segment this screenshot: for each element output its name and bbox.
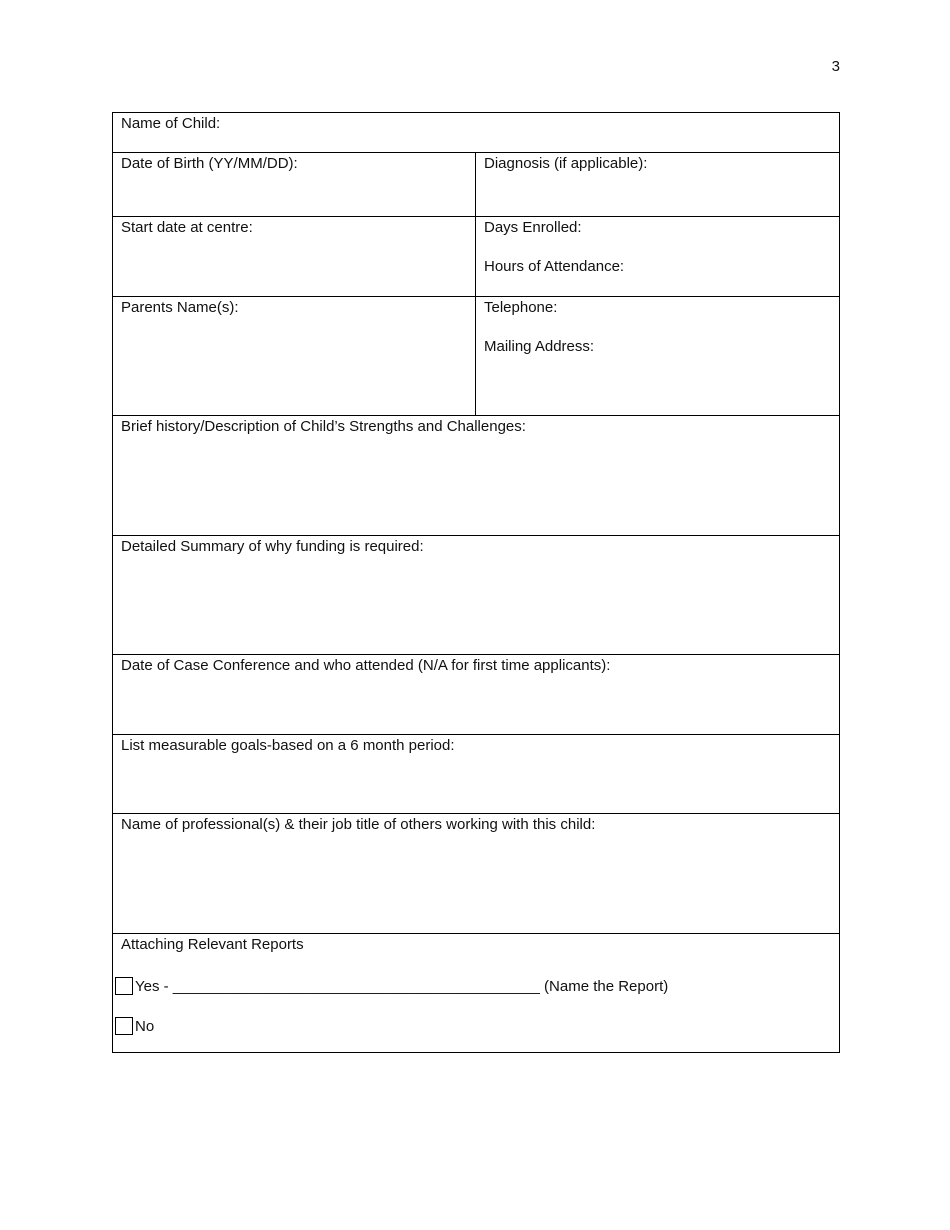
days-enrolled-label: Days Enrolled: <box>484 219 582 236</box>
funding-summary-field[interactable] <box>113 536 840 655</box>
form-row-case-conference <box>113 655 840 735</box>
start-date-label: Start date at centre: <box>121 219 253 236</box>
diagnosis-label: Diagnosis (if applicable): <box>484 155 648 172</box>
mailing-address-label: Mailing Address: <box>484 338 595 355</box>
yes-checkbox[interactable] <box>115 977 133 995</box>
date-of-birth-label: Date of Birth (YY/MM/DD): <box>121 155 298 172</box>
reports-no-row[interactable] <box>121 1017 831 1037</box>
reports-yes-row[interactable] <box>121 977 831 997</box>
funding-summary-label: Detailed Summary of why funding is required: <box>121 538 424 555</box>
form-row-funding <box>113 536 840 655</box>
form-row-goals <box>113 735 840 814</box>
form-row-professionals <box>113 814 840 934</box>
professionals-field[interactable] <box>113 814 840 934</box>
no-checkbox[interactable] <box>115 1017 133 1035</box>
name-of-child-label: Name of Child: <box>121 115 221 132</box>
start-date-field[interactable] <box>113 217 476 297</box>
measurable-goals-field[interactable] <box>113 735 840 814</box>
no-option-label: No <box>135 1018 155 1035</box>
date-of-birth-field[interactable] <box>113 153 476 217</box>
measurable-goals-label: List measurable goals-based on a 6 month period: <box>121 737 455 754</box>
case-conference-label: Date of Case Conference and who attended (N/A for first time applicants): <box>121 657 611 674</box>
brief-history-field[interactable] <box>113 416 840 536</box>
form-row-enrollment <box>113 217 840 297</box>
reports-field <box>113 934 840 1053</box>
hours-of-attendance-label: Hours of Attendance: <box>484 258 625 275</box>
form-row-birth-diagnosis <box>113 153 840 217</box>
professionals-label: Name of professional(s) & their job title of others working with this child: <box>121 816 596 833</box>
parents-names-field[interactable] <box>113 297 476 416</box>
form-row-reports <box>113 934 840 1053</box>
yes-option-label: Yes - ____________________________________________ (Name the Report) <box>135 978 669 995</box>
brief-history-label: Brief history/Description of Child’s Strengths and Challenges: <box>121 418 526 435</box>
case-conference-field[interactable] <box>113 655 840 735</box>
form-row-history <box>113 416 840 536</box>
form-row-name <box>113 113 840 153</box>
form-row-parents <box>113 297 840 416</box>
enrollment-field[interactable] <box>476 217 840 297</box>
parents-names-label: Parents Name(s): <box>121 299 239 316</box>
reports-heading: Attaching Relevant Reports <box>121 936 304 953</box>
page-number: 3 <box>831 58 840 75</box>
diagnosis-field[interactable] <box>476 153 840 217</box>
name-of-child-field[interactable] <box>113 113 840 153</box>
telephone-label: Telephone: <box>484 299 558 316</box>
child-information-form <box>112 112 840 1053</box>
contact-field[interactable] <box>476 297 840 416</box>
